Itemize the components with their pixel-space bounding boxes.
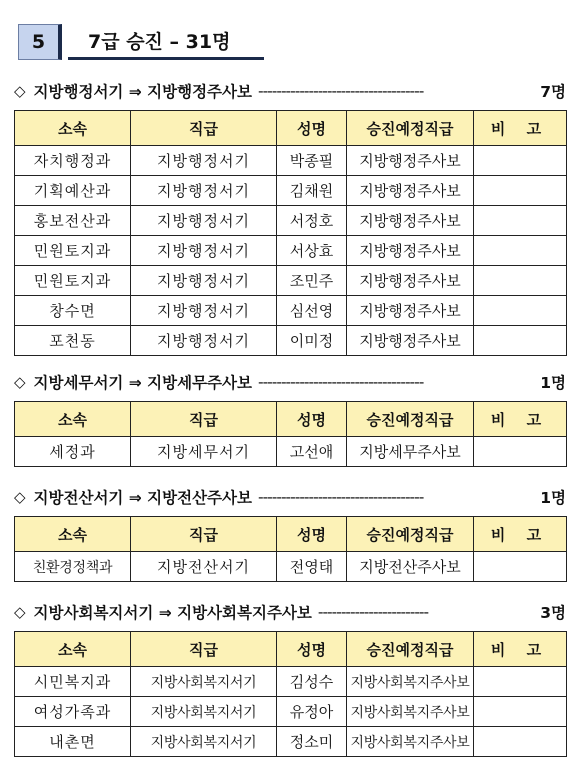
header-name: 성명 bbox=[277, 402, 347, 437]
cell-dept: 기획예산과 bbox=[15, 176, 131, 206]
leader-dashes: ------------------------------------ bbox=[257, 82, 424, 100]
cell-rank: 지방사회복지서기 bbox=[131, 667, 277, 697]
cell-rank: 지방행정서기 bbox=[131, 206, 277, 236]
cell-remark bbox=[474, 146, 567, 176]
section-heading bbox=[14, 601, 566, 623]
cell-remark bbox=[474, 176, 567, 206]
promotion-table bbox=[14, 631, 567, 757]
cell-name: 서정호 bbox=[277, 206, 347, 236]
promotion-table bbox=[14, 401, 567, 467]
table-row bbox=[15, 727, 567, 757]
cell-promo-rank: 지방행정주사보 bbox=[347, 176, 474, 206]
cell-rank: 지방행정서기 bbox=[131, 236, 277, 266]
promotion-section-it bbox=[14, 486, 566, 582]
cell-name: 서상효 bbox=[277, 236, 347, 266]
cell-rank: 지방전산서기 bbox=[131, 552, 277, 582]
cell-name: 심선영 bbox=[277, 296, 347, 326]
cell-remark bbox=[474, 296, 567, 326]
header-remark: 비 고 bbox=[474, 111, 567, 146]
promotion-section-tax bbox=[14, 371, 566, 467]
section-count: 7명 bbox=[540, 83, 566, 101]
header-dept: 소속 bbox=[15, 517, 131, 552]
cell-remark bbox=[474, 206, 567, 236]
header-name: 성명 bbox=[277, 517, 347, 552]
header-remark: 비 고 bbox=[474, 632, 567, 667]
diamond-icon: ◇ bbox=[14, 603, 26, 621]
cell-name: 이미정 bbox=[277, 326, 347, 356]
promotion-table bbox=[14, 110, 567, 356]
section-heading bbox=[14, 80, 566, 102]
cell-dept: 민원토지과 bbox=[15, 236, 131, 266]
section-heading bbox=[14, 371, 566, 393]
cell-dept: 포천동 bbox=[15, 326, 131, 356]
table-row bbox=[15, 437, 567, 467]
cell-name: 김채원 bbox=[277, 176, 347, 206]
header-rank: 직급 bbox=[131, 402, 277, 437]
cell-name: 전영태 bbox=[277, 552, 347, 582]
header-dept: 소속 bbox=[15, 111, 131, 146]
cell-remark bbox=[474, 552, 567, 582]
cell-remark bbox=[474, 667, 567, 697]
table-row bbox=[15, 206, 567, 236]
cell-rank: 지방세무서기 bbox=[131, 437, 277, 467]
cell-rank: 지방행정서기 bbox=[131, 266, 277, 296]
cell-dept: 창수면 bbox=[15, 296, 131, 326]
page-title-bar bbox=[18, 24, 264, 60]
promotion-table bbox=[14, 516, 567, 582]
cell-promo-rank: 지방행정주사보 bbox=[347, 296, 474, 326]
cell-dept: 시민복지과 bbox=[15, 667, 131, 697]
cell-rank: 지방사회복지서기 bbox=[131, 727, 277, 757]
header-name: 성명 bbox=[277, 632, 347, 667]
cell-rank: 지방행정서기 bbox=[131, 146, 277, 176]
section-heading-text: 지방사회복지서기 ⇒ 지방사회복지주사보 bbox=[33, 604, 312, 622]
leader-dashes: ------------------------ bbox=[317, 603, 429, 621]
cell-promo-rank: 지방행정주사보 bbox=[347, 206, 474, 236]
section-count: 3명 bbox=[540, 604, 566, 622]
cell-name: 유정아 bbox=[277, 697, 347, 727]
header-rank: 직급 bbox=[131, 517, 277, 552]
header-dept: 소속 bbox=[15, 632, 131, 667]
header-promo-rank: 승진예정직급 bbox=[347, 517, 474, 552]
table-header-row bbox=[15, 517, 567, 552]
cell-dept: 여성가족과 bbox=[15, 697, 131, 727]
cell-promo-rank: 지방행정주사보 bbox=[347, 236, 474, 266]
cell-name: 김성수 bbox=[277, 667, 347, 697]
header-rank: 직급 bbox=[131, 632, 277, 667]
header-promo-rank: 승진예정직급 bbox=[347, 632, 474, 667]
promotion-section-social-welfare bbox=[14, 601, 566, 757]
leader-dashes: ------------------------------------ bbox=[257, 373, 424, 391]
section-heading-text: 지방전산서기 ⇒ 지방전산주사보 bbox=[33, 489, 252, 507]
cell-dept: 홍보전산과 bbox=[15, 206, 131, 236]
header-remark: 비 고 bbox=[474, 402, 567, 437]
table-row bbox=[15, 326, 567, 356]
cell-name: 정소미 bbox=[277, 727, 347, 757]
cell-remark bbox=[474, 727, 567, 757]
header-promo-rank: 승진예정직급 bbox=[347, 111, 474, 146]
table-row bbox=[15, 266, 567, 296]
section-number-box: 5 bbox=[18, 24, 62, 60]
table-header-row bbox=[15, 632, 567, 667]
table-row bbox=[15, 296, 567, 326]
cell-remark bbox=[474, 437, 567, 467]
diamond-icon: ◇ bbox=[14, 488, 26, 506]
cell-rank: 지방사회복지서기 bbox=[131, 697, 277, 727]
table-row bbox=[15, 146, 567, 176]
cell-promo-rank: 지방사회복지주사보 bbox=[347, 727, 474, 757]
table-row bbox=[15, 176, 567, 206]
cell-dept: 내촌면 bbox=[15, 727, 131, 757]
table-header-row bbox=[15, 402, 567, 437]
header-rank: 직급 bbox=[131, 111, 277, 146]
cell-dept: 친환경정책과 bbox=[15, 552, 131, 582]
cell-rank: 지방행정서기 bbox=[131, 176, 277, 206]
cell-dept: 세정과 bbox=[15, 437, 131, 467]
table-row bbox=[15, 697, 567, 727]
header-dept: 소속 bbox=[15, 402, 131, 437]
cell-name: 조민주 bbox=[277, 266, 347, 296]
header-remark: 비 고 bbox=[474, 517, 567, 552]
cell-dept: 민원토지과 bbox=[15, 266, 131, 296]
cell-name: 고선애 bbox=[277, 437, 347, 467]
cell-promo-rank: 지방행정주사보 bbox=[347, 326, 474, 356]
cell-promo-rank: 지방행정주사보 bbox=[347, 266, 474, 296]
cell-remark bbox=[474, 697, 567, 727]
table-row bbox=[15, 552, 567, 582]
cell-name: 박종필 bbox=[277, 146, 347, 176]
leader-dashes: ------------------------------------ bbox=[257, 488, 424, 506]
promotion-section-admin bbox=[14, 80, 566, 356]
section-heading-text: 지방행정서기 ⇒ 지방행정주사보 bbox=[33, 83, 252, 101]
table-header-row bbox=[15, 111, 567, 146]
header-promo-rank: 승진예정직급 bbox=[347, 402, 474, 437]
cell-rank: 지방행정서기 bbox=[131, 326, 277, 356]
cell-promo-rank: 지방행정주사보 bbox=[347, 146, 474, 176]
cell-rank: 지방행정서기 bbox=[131, 296, 277, 326]
cell-promo-rank: 지방사회복지주사보 bbox=[347, 697, 474, 727]
cell-remark bbox=[474, 236, 567, 266]
cell-remark bbox=[474, 266, 567, 296]
table-row bbox=[15, 667, 567, 697]
cell-promo-rank: 지방사회복지주사보 bbox=[347, 667, 474, 697]
cell-promo-rank: 지방세무주사보 bbox=[347, 437, 474, 467]
section-count: 1명 bbox=[540, 489, 566, 507]
diamond-icon: ◇ bbox=[14, 373, 26, 391]
section-heading bbox=[14, 486, 566, 508]
cell-promo-rank: 지방전산주사보 bbox=[347, 552, 474, 582]
cell-remark bbox=[474, 326, 567, 356]
table-row bbox=[15, 236, 567, 266]
page-title: 7급 승진 – 31명 bbox=[68, 24, 264, 60]
section-count: 1명 bbox=[540, 374, 566, 392]
section-heading-text: 지방세무서기 ⇒ 지방세무주사보 bbox=[33, 374, 252, 392]
diamond-icon: ◇ bbox=[14, 82, 26, 100]
cell-dept: 자치행정과 bbox=[15, 146, 131, 176]
header-name: 성명 bbox=[277, 111, 347, 146]
